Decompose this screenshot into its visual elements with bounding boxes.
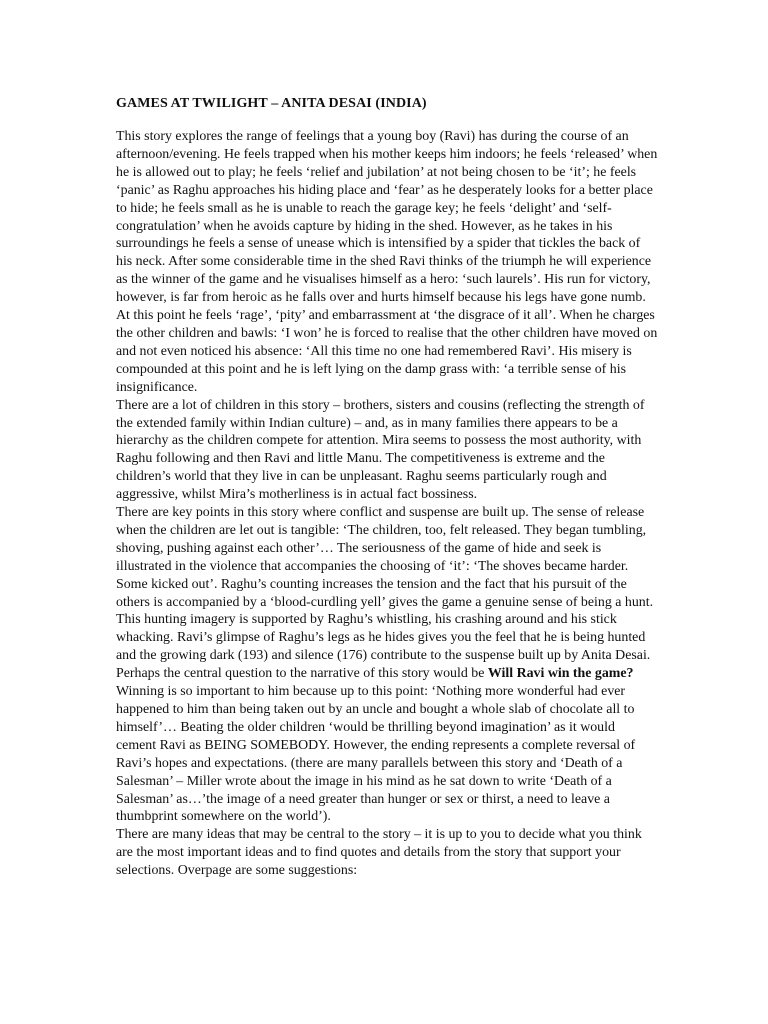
document-body (116, 128, 658, 880)
central-question-body: Winning is so important to him because up to this point: ‘Nothing more wonderful had ever happened to him than being taken out by an uncle and bought a whole slab of chocolate all to himself’… Beating the older children ‘would be thrilling beyond imagination’ as it would cement Ravi as BEING SOMEBODY. However, the ending represents a complete reversal of Ravi’s hopes and expectations. (there are many parallels between this story and ‘Death of a Salesman’ – Miller wrote about the image in his mind as he sat down to write ‘Death of a Salesman’ as…’the image of a need greater than hunger or sex or thirst, a need to leave a thumbprint somewhere on the world’). (116, 684, 636, 825)
paragraph-children-hierarchy: There are a lot of children in this story – brothers, sisters and cousins (reflecting the strength of the extended family within Indian culture) – and, as in many families there appears to be a hierarchy as the children compete for attention. Mira seems to possess the most authority, with Raghu following and then Ravi and little Manu. The competitiveness is extreme and the children’s world that they live in can be unpleasant. Raghu seems particularly rough and aggressive, whilst Mira’s motherliness is in actual fact bossiness. (116, 397, 645, 503)
paragraph-central-question (116, 665, 658, 826)
central-question-intro: Perhaps the central question to the narrative of this story would be (116, 666, 488, 682)
paragraph-ideas-suggestions: There are many ideas that may be central to the story – it is up to you to decide what you think are the most important ideas and to find quotes and details from the story that support your selections. Overpage are some suggestions: (116, 827, 642, 879)
document-title: GAMES AT TWILIGHT – ANITA DESAI (INDIA) (116, 96, 427, 111)
paragraph-conflict-suspense: There are key points in this story where conflict and suspense are built up. The sense of release when the children are let out is tangible: ‘The children, too, felt released. They began tumbling, shoving, pushing against each other’… The seriousness of the game of hide and seek is illustrated in the violence that accompanies the choosing of ‘it’: ‘The shoves became harder. Some kicked out’. Raghu’s counting increases the tension and the fact that his pursuit of the others is accompanied by a ‘blood-curdling yell’ gives the game a genuine sense of being a hunt. This hunting imagery is supported by Raghu’s whistling, his crashing around and his stick whacking. Ravi’s glimpse of Raghu’s legs as he hides gives you the feel that he is being hunted and the growing dark (193) and silence (176) contribute to the suspense built up by Anita Desai. (116, 505, 654, 664)
paragraph-ravi-feelings: This story explores the range of feelings that a young boy (Ravi) has during the course of an afternoon/evening. He feels trapped when his mother keeps him indoors; he feels ‘released’ when he is allowed out to play; he feels ‘relief and jubilation’ at not being chosen to be ‘it’; he feels ‘panic’ as Raghu approaches his hiding place and ‘fear’ as he desperately looks for a better place to hide; he feels small as he is unable to reach the garage key; he feels ‘delight’ and ‘self-congratulation’ when he avoids capture by hiding in the shed. However, as he takes in his surroundings he feels a sense of unease which is intensified by a spider that tickles the back of his neck. After some considerable time in the shed Ravi thinks of the triumph he will experience as the winner of the game and he visualises himself as a hero: ‘such laurels’. His run for victory, however, is far from heroic as he falls over and hurts himself because his legs have gone numb. At this point he feels ‘rage’, ‘pity’ and embarrassment at ‘the disgrace of it all’. When he charges the other children and bawls: ‘I won’ he is forced to realise that the other children have moved on and not even noticed his absence: ‘All this time no one had remembered Ravi’. His misery is compounded at this point and he is left lying on the damp grass with: ‘a terrible sense of his insignificance. (116, 129, 658, 395)
central-question-emphasis: Will Ravi win the game? (487, 666, 634, 682)
